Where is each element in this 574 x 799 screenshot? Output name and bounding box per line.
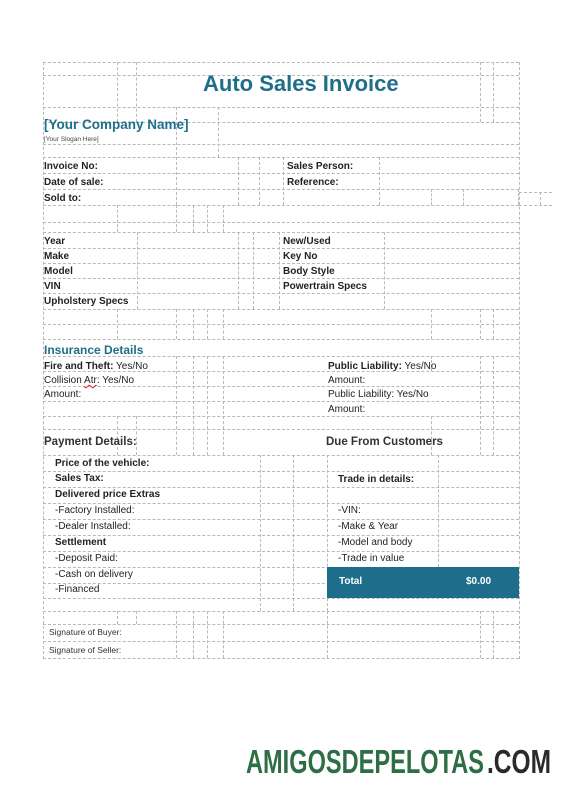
model-body-label: -Model and body bbox=[338, 537, 413, 548]
grid-vline bbox=[223, 309, 224, 339]
grid-hline bbox=[43, 144, 519, 145]
grid-vline bbox=[193, 416, 194, 455]
trade-in-value-label: -Trade in value bbox=[338, 553, 405, 564]
grid-hline bbox=[43, 293, 519, 294]
invoice-sheet bbox=[43, 62, 519, 659]
collision-prefix: Collision bbox=[44, 375, 85, 386]
body-style-label: Body Style bbox=[283, 266, 335, 277]
grid-hline bbox=[43, 429, 519, 430]
grid-hline bbox=[43, 339, 519, 340]
grid-vline bbox=[193, 611, 194, 658]
collision-row bbox=[44, 376, 134, 386]
grid-hline bbox=[43, 455, 519, 456]
vin-label: VIN bbox=[44, 281, 61, 292]
grid-hline bbox=[43, 471, 519, 472]
grid-vline bbox=[253, 232, 254, 309]
sales-tax-label: Sales Tax: bbox=[55, 473, 104, 484]
amount-right-1-label: Amount: bbox=[328, 375, 366, 386]
grid-vline bbox=[293, 455, 294, 611]
grid-hline bbox=[43, 386, 519, 387]
grid-hline bbox=[43, 535, 519, 536]
grid-hline bbox=[43, 173, 519, 174]
price-of-vehicle-label: Price of the vehicle: bbox=[55, 458, 150, 469]
grid-vline bbox=[223, 205, 224, 232]
grid-vline bbox=[431, 189, 432, 205]
grid-hline bbox=[43, 263, 519, 264]
sold-to-label: Sold to: bbox=[44, 193, 82, 204]
grid-vline bbox=[207, 611, 208, 658]
collision-misspelled-word: Atr bbox=[84, 375, 97, 386]
financed-label: -Financed bbox=[55, 584, 100, 595]
grid-hline bbox=[43, 519, 519, 520]
grid-hline bbox=[43, 222, 519, 223]
grid-hline bbox=[43, 324, 519, 325]
due-heading: Due From Customers bbox=[326, 436, 443, 448]
grid-vline bbox=[176, 205, 177, 232]
watermark-main: AMIGOSDEPELOTAS bbox=[246, 743, 484, 780]
grid-vline bbox=[238, 157, 239, 205]
grid-hline bbox=[519, 192, 552, 193]
invoice-no-label: Invoice No: bbox=[44, 161, 98, 172]
grid-vline bbox=[223, 611, 224, 658]
grid-vline bbox=[518, 189, 519, 205]
grid-vline bbox=[117, 309, 118, 339]
make-year-label: -Make & Year bbox=[338, 521, 399, 532]
grid-vline bbox=[480, 416, 481, 455]
dealer-installed-label: -Dealer Installed: bbox=[55, 521, 131, 532]
grid-vline bbox=[193, 309, 194, 339]
grid-vline bbox=[136, 611, 137, 624]
grid-vline bbox=[117, 205, 118, 232]
collision-suffix: : Yes/No bbox=[96, 375, 135, 386]
trade-in-details-label: Trade in details: bbox=[338, 474, 415, 485]
grid-hline bbox=[43, 189, 519, 190]
grid-hline bbox=[43, 416, 519, 417]
grid-vline bbox=[493, 62, 494, 122]
grid-vline bbox=[384, 232, 385, 309]
seller-signature-label: Signature of Seller: bbox=[49, 645, 122, 655]
buyer-signature-label: Signature of Buyer: bbox=[49, 627, 122, 637]
grid-hline bbox=[43, 107, 519, 108]
reference-label: Reference: bbox=[287, 177, 339, 188]
public-liability-row bbox=[328, 362, 436, 372]
grid-hline bbox=[43, 551, 519, 552]
year-label: Year bbox=[44, 236, 66, 247]
grid-vline bbox=[260, 455, 261, 611]
grid-hline bbox=[43, 503, 519, 504]
grid-vline bbox=[207, 416, 208, 455]
grid-vline bbox=[193, 205, 194, 232]
grid-hline bbox=[43, 205, 519, 206]
grid-hline bbox=[43, 157, 519, 158]
public-liability-value: Yes/No bbox=[401, 361, 437, 372]
grid-hline bbox=[519, 205, 552, 206]
sales-person-label: Sales Person: bbox=[287, 161, 354, 172]
insurance-heading: Insurance Details bbox=[44, 343, 144, 357]
public-liability-2-label: Public Liability: Yes/No bbox=[328, 389, 429, 400]
total-row bbox=[327, 567, 519, 598]
grid-hline bbox=[43, 624, 519, 625]
grid-hline bbox=[43, 611, 519, 612]
grid-vline bbox=[431, 309, 432, 339]
date-of-sale-label: Date of sale: bbox=[44, 177, 104, 188]
amount-left-label: Amount: bbox=[44, 389, 82, 400]
grid-vline bbox=[223, 416, 224, 455]
company-name[interactable]: [Your Company Name] bbox=[44, 117, 189, 132]
grid-vline bbox=[176, 416, 177, 455]
grid-hline bbox=[43, 598, 519, 599]
grid-vline bbox=[493, 611, 494, 658]
upholstery-specs-label: Upholstery Specs bbox=[44, 296, 129, 307]
grid-vline bbox=[519, 62, 520, 659]
grid-vline bbox=[480, 611, 481, 658]
public-liability-label: Public Liability: bbox=[328, 361, 402, 372]
grid-vline bbox=[176, 309, 177, 339]
fire-theft-label: Fire and Theft: bbox=[44, 361, 114, 372]
watermark-suffix: .COM bbox=[487, 743, 551, 780]
deposit-paid-label: -Deposit Paid: bbox=[55, 553, 118, 564]
watermark-logo bbox=[246, 735, 556, 780]
amount-right-2-label: Amount: bbox=[328, 404, 366, 415]
grid-vline bbox=[279, 232, 280, 309]
grid-vline bbox=[218, 107, 219, 157]
grid-vline bbox=[238, 232, 239, 309]
grid-hline bbox=[43, 309, 519, 310]
total-label: Total bbox=[339, 576, 363, 587]
grid-vline bbox=[379, 157, 380, 205]
trade-vin-label: -VIN: bbox=[338, 505, 361, 516]
model-label: Model bbox=[44, 266, 73, 277]
grid-vline bbox=[493, 416, 494, 455]
grid-vline bbox=[176, 611, 177, 658]
grid-vline bbox=[117, 62, 118, 122]
grid-hline bbox=[43, 401, 519, 402]
grid-vline bbox=[327, 611, 328, 658]
company-slogan[interactable]: [Your Slogan Here] bbox=[44, 136, 99, 143]
fire-theft-value: Yes/No bbox=[113, 361, 148, 372]
grid-hline bbox=[43, 62, 519, 63]
invoice-title: Auto Sales Invoice bbox=[203, 71, 399, 96]
grid-hline bbox=[43, 641, 519, 642]
grid-vline bbox=[136, 62, 137, 122]
fire-theft-row bbox=[44, 362, 148, 372]
grid-hline bbox=[43, 487, 519, 488]
grid-hline bbox=[43, 278, 519, 279]
grid-hline bbox=[43, 232, 519, 233]
grid-vline bbox=[283, 157, 284, 205]
total-value[interactable]: $0.00 bbox=[466, 576, 492, 587]
grid-vline bbox=[137, 232, 138, 309]
grid-hline bbox=[43, 658, 519, 659]
grid-vline bbox=[259, 157, 260, 205]
grid-vline bbox=[480, 62, 481, 122]
settlement-label: Settlement bbox=[55, 537, 107, 548]
grid-vline bbox=[540, 192, 541, 205]
grid-vline bbox=[438, 455, 439, 567]
grid-vline bbox=[207, 205, 208, 232]
cash-on-delivery-label: -Cash on delivery bbox=[55, 569, 133, 580]
make-label: Make bbox=[44, 251, 70, 262]
powertrain-specs-label: Powertrain Specs bbox=[283, 281, 367, 292]
grid-vline bbox=[207, 309, 208, 339]
grid-vline bbox=[480, 309, 481, 339]
grid-hline bbox=[43, 248, 519, 249]
key-no-label: Key No bbox=[283, 251, 318, 262]
factory-installed-label: -Factory Installed: bbox=[55, 505, 135, 516]
grid-vline bbox=[493, 309, 494, 339]
new-used-label: New/Used bbox=[283, 236, 331, 247]
delivered-price-label: Delivered price Extras bbox=[55, 489, 161, 500]
payment-heading: Payment Details: bbox=[44, 436, 137, 448]
grid-vline bbox=[117, 611, 118, 624]
grid-vline bbox=[463, 189, 464, 205]
